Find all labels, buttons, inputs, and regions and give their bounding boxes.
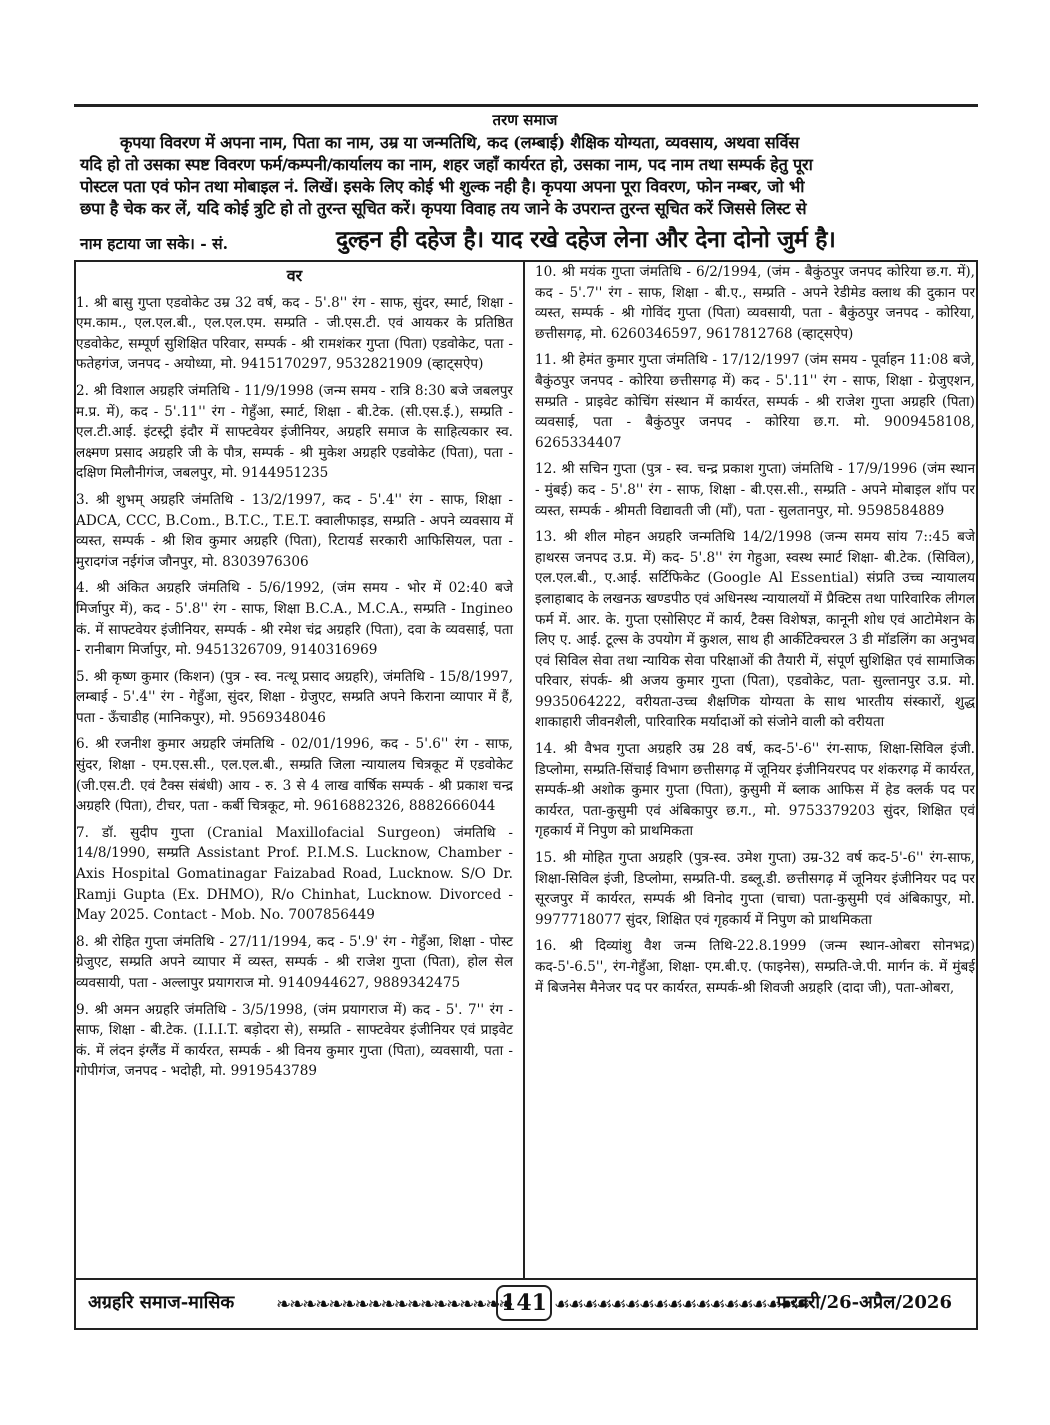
list-item: 6. श्री रजनीश कुमार अग्रहरि जंमतिथि - 02/01/1996, कद - 5'.6'' रंग - साफ, सुंदर, शिक्षा - एम.एस.सी., एल.एल.बी., सम्प्रति जिला न्यायालय चित्रकूट में एडवोकेट (जी.एस.टी. एवं टैक्स संबंधी) आय - रु. 3 से 4 लाख वार्षिक सम्पर्क - श्री प्रकाश चन्द्र अग्रहरि (पिता), टीचर, पता - कर्बी चित्रकूट, मो. 9616882326, 8882666044 — [76, 736, 513, 815]
list-item: 1. श्री बासु गुप्ता एडवोकेट उम्र 32 वर्ष, कद - 5'.8'' रंग - साफ, सुंदर, स्मार्ट, शिक्षा - एम.काम., एल.एल.बी., एल.एल.एम. सम्प्रति - जी.एस.टी. एवं आयकर के प्रतिष्ठित एडवोकेट, सम्पूर्ण सुशिक्षित परिवार, सम्पर्क - श्री रामशंकर गुप्ता (पिता) एडवोकेट, पता - फतेहगंज, जनपद - अयोध्या, मो. 9415170297, 9532821909 (व्हाट्सऐप) — [76, 294, 513, 373]
page-number: 141 — [496, 1285, 552, 1321]
intro-line: यदि हो तो उसका स्पष्ट विवरण फर्म/कम्पनी/कार्यालय का नाम, शहर जहाँ कार्यरत हो, उसका नाम, पद नाम तथा सम्पर्क हेतु पूरा — [80, 155, 813, 174]
right-column — [535, 262, 975, 1004]
list-item: 10. श्री मयंक गुप्ता जंमतिथि - 6/2/1994, (जंम - बैकुंठपुर जनपद कोरिया छ.ग. में), कद - 5'.7'' रंग - साफ, शिक्षा - बी.ए., सम्प्रति - अपने रेडीमेड क्लाथ की दुकान पर व्यस्त, सम्पर्क - श्री गोविंद गुप्ता (पिता) व्यवसायी, पता - बैकुंठपुर जनपद - कोरिया, छत्तीसगढ़, मो. 6260346597, 9617812768 (व्हाट्सऐप) — [535, 264, 975, 342]
section-title: तरण समाज — [492, 111, 558, 129]
issue-date: फरवरी/26-अप्रैल/2026 — [776, 1292, 952, 1313]
list-item: 2. श्री विशाल अग्रहरि जंमतिथि - 11/9/1998 (जन्म समय - रात्रि 8:30 बजे जबलपुर म.प्र. में), कद - 5'.11'' रंग - गेहुँआ, स्मार्ट, शिक्षा - बी.टेक. (सी.एस.ई.), सम्प्रति - एल.टी.आई. इंटस्ट्री इंदौर में साफ्टवेयर इंजीनियर, अग्रहरि समाज के साहित्यकार स्व. लक्ष्मण प्रसाद अग्रहरि जी के पौत्र, सम्पर्क - श्री मुकेश अग्रहरि एडवोकेट (पिता), पता - दक्षिण मिलौनीगंज, जबलपुर, मो. 9144951235 — [76, 382, 513, 482]
list-item: 9. श्री अमन अग्रहरि जंमतिथि - 3/5/1998, (जंम प्रयागराज में) कद - 5'. 7'' रंग - साफ, शिक्षा - बी.टेक. (I.I.I.T. बड़ोदरा से), सम्प्रति - साफ्टवेयर इंजीनियर एवं प्राइवेट कं. में लंदन इंग्लैंड में कार्यरत, सम्पर्क - श्री विनय कुमार गुप्ता (पिता), व्यवसायी, पता - गोपीगंज, जनपद - भदोही, मो. 9919543789 — [76, 1001, 513, 1080]
column-divider — [523, 260, 525, 1278]
column-heading-groom: वर — [286, 266, 303, 285]
top-rule — [74, 104, 978, 107]
list-item: 12. श्री सचिन गुप्ता (पुत्र - स्व. चन्द्र प्रकाश गुप्ता) जंमतिथि - 17/9/1996 (जंम स्थान - मुंबई) कद - 5'.8'' रंग - साफ, शिक्षा - बी.एस.सी., सम्प्रति - अपने मोबाइल शॉप पर व्यस्त, सम्पर्क - श्रीमती विद्यावती जी (माँ), पता - सुलतानपुर, मो. 9598584889 — [535, 461, 975, 519]
left-column — [74, 262, 513, 1088]
list-item: 8. श्री रोहित गुप्ता जंमतिथि - 27/11/1994, कद - 5'.9' रंग - गेहुँआ, शिक्षा - पोस्ट ग्रेजुएट, सम्प्रति अपने व्यापार में व्यस्त, सम्पर्क - श्री राजेश गुप्ता (पिता), होल सेल व्यवसायी, पता - अल्लापुर प्रयागराज मो. 9140944627, 9889342475 — [76, 933, 513, 991]
list-item: 15. श्री मोहित गुप्ता अग्रहरि (पुत्र-स्व. उमेश गुप्ता) उम्र-32 वर्ष कद-5'-6'' रंग-साफ, शिक्षा-सिविल इंजी, डिप्लोमा, सम्प्रति-पी. डब्लू.डी. छत्तीसगढ़ में जूनियर इंजीनियर पद पर सूरजपुर में कार्यरत, सम्पर्क श्री विनोद गुप्ता (चाचा) पता-कुसुमी एवं अंबिकापुर, मो. 9977718077 सुंदर, शिक्षित एवं गृहकार्य में निपुण को प्राथमिकता — [535, 850, 975, 928]
ornament-vine-icon: ❧❧❧❧❧❧❧❧❧❧❧❧❧❧❧❧❧❧ — [276, 1294, 512, 1315]
magazine-name: अग्रहरि समाज-मासिक — [88, 1292, 235, 1313]
dowry-slogan: दुल्हन ही दहेज है। याद रखे दहेज लेना और देना दोनो जुर्म है। — [336, 226, 836, 253]
list-item: 3. श्री शुभम् अग्रहरि जंमतिथि - 13/2/1997, कद - 5'.4'' रंग - साफ, शिक्षा - ADCA, CCC, B.Com., B.T.C., T.E.T. क्वालीफाइड, सम्प्रति - अपने व्यवसाय में व्यस्त, सम्पर्क - श्री शिव कुमार अग्रहरि (पिता), रिटायर्ड सरकारी आफिसियल, पता - मुरादगंज नईगंज जौनपुर, मो. 8303976306 — [76, 491, 513, 570]
intro-paragraph — [80, 132, 975, 220]
list-item: 16. श्री दिव्यांशु वैश जन्म तिथि-22.8.1999 (जन्म स्थान-ओबरा सोनभद्र) कद-5'-6.5'', रंग-गेहुँआ, शिक्षा- एम.बी.ए. (फाइनेस), सम्प्रति-जे.पी. मार्गन कं. में मुंबई में बिजनेस मैनेजर पद पर कार्यरत, सम्पर्क-श्री शिवजी अग्रहरि (दादा जी), पता-ओबरा, — [535, 938, 975, 996]
list-item: 7. डॉ. सुदीप गुप्ता (Cranial Maxillofacial Surgeon) जंमतिथि - 14/8/1990, सम्प्रति Assistant Prof. P.I.M.S. Lucknow, Chamber - Axis Hospital Gomatinagar Faizabad Road, Lucknow. S/O Dr. Ramji Gupta (Ex. DHMO), R/o Chinhat, Lucknow. Divorced - May 2025. Contact - Mob. No. 7007856449 — [76, 824, 513, 924]
ornament-vine-icon: ☙☙☙☙☙☙☙☙☙☙☙☙☙☙☙☙☙☙ — [554, 1294, 809, 1315]
intro-line: छपा है चेक कर लें, यदि कोई त्रुटि हो तो तुरन्त सूचित करें। कृपया विवाह तय जाने के उपरान्त तुरन्त सूचित करें जिससे लिस्ट से — [80, 199, 807, 218]
intro-last-row — [80, 222, 975, 258]
list-item: 4. श्री अंकित अग्रहरि जंमतिथि - 5/6/1992, (जंम समय - भोर में 02:40 बजे मिर्जापुर में), कद - 5'.8'' रंग - साफ, शिक्षा B.C.A., M.C.A., सम्प्रति - Ingineo कं. में साफ्टवेयर इंजीनियर, सम्पर्क - श्री रमेश चंद्र अग्रहरि (पिता), दवा के व्यवसाई, पता - रानीबाग मिर्जापुर, मो. 9451326709, 9140316969 — [76, 580, 513, 659]
intro-line: पोस्टल पता एवं फोन तथा मोबाइल नं. लिखें। इसके लिए कोई भी शुल्क नही है। कृपया अपना पूरा विवरण, फोन नम्बर, जो भी — [80, 177, 805, 196]
list-item: 14. श्री वैभव गुप्ता अग्रहरि उम्र 28 वर्ष, कद-5'-6'' रंग-साफ, शिक्षा-सिविल इंजी. डिप्लोमा, सम्प्रति-सिंचाई विभाग छत्तीसगढ़ में जूनियर इंजीनियरपद पर शंकरगढ़ में कार्यरत, सम्पर्क-श्री अशोक कुमार गुप्ता (पिता), कुसुमी में ब्लाक आफिस में हेड क्लर्क पद पर कार्यरत, पता-कुसुमी एवं अंबिकापुर छ.ग., मो. 9753379203 सुंदर, शिक्षित एवं गृहकार्य में निपुण को प्राथमिकता — [535, 741, 975, 840]
intro-line: कृपया विवरण में अपना नाम, पिता का नाम, उम्र या जन्मतिथि, कद (लम्बाई) शैक्षिक योग्यता, व्यवसाय, अथवा सर्विस — [120, 133, 800, 152]
right-border — [976, 260, 978, 1278]
page-footer — [74, 1278, 978, 1330]
list-item: 13. श्री शील मोहन अग्रहरि जन्मतिथि 14/2/1998 (जन्म समय सांय 7::45 बजे हाथरस जनपद उ.प्र. में) कद- 5'.8'' रंग गेहुआ, स्वस्थ स्मार्ट शिक्षा- बी.टेक. (सिविल), एल.एल.बी., ए.आई. सर्टिफिकेट (Google Al Essential) संप्रति उच्च न्यायालय इलाहाबाद के लखनऊ खण्डपीठ एवं अधिनस्थ न्यायालयों में प्रैक्टिस तथा पारिवारिक लीगल फर्म में. आर. के. गुप्ता एसोसिएट में कार्य, टैक्स विशेषज्ञ, कानूनी शोध एवं आटोमेशन के लिए ए. आई. टूल्स के उपयोग में कुशल, साथ ही आर्कीटेक्चरल 3 डी मॉडलिंग का अनुभव एवं सिविल सेवा तथा न्यायिक सेवा परिक्षाओं की तैयारी में, संपूर्ण सुशिक्षित एवं सामाजिक परिवार, संपर्क- श्री अजय कुमार गुप्ता (पिता), एडवोकेट, पता- सुल्तानपुर उ.प्र. मो. 9935064222, वरीयता-उच्च शैक्षणिक योग्यता के साथ भारतीय संस्कारों, शुद्ध शाकाहारी जीवनशैली, पारिवारिक मर्यादाओं को संजोने वाली को वरीयता — [535, 529, 975, 731]
list-item: 5. श्री कृष्ण कुमार (किशन) (पुत्र - स्व. नत्थू प्रसाद अग्रहरि), जंमतिथि - 15/8/1997, लम्बाई - 5'.4'' रंग - गेहुँआ, सुंदर, शिक्षा - ग्रेजुएट, सम्प्रति अपने किराना व्यापार में हैं, पता - ऊँचाडीह (मानिकपुर), मो. 9569348046 — [76, 668, 513, 726]
editor-sign-off: नाम हटाया जा सके। - सं. — [80, 234, 229, 253]
list-item: 11. श्री हेमंत कुमार गुप्ता जंमतिथि - 17/12/1997 (जंम समय - पूर्वाहन 11:08 बजे, बैकुंठपुर जनपद - कोरिया छत्तीसगढ़ में) कद - 5'.11'' रंग - साफ, शिक्षा - ग्रेजुएशन, सम्प्रति - प्राइवेट कोचिंग संस्थान में कार्यरत, सम्पर्क - श्री राजेश गुप्ता अग्रहरि (पिता) व्यवसाई, पता - बैकुंठपुर जनपद - कोरिया छ.ग. मो. 9009458108, 6265334407 — [535, 352, 975, 451]
